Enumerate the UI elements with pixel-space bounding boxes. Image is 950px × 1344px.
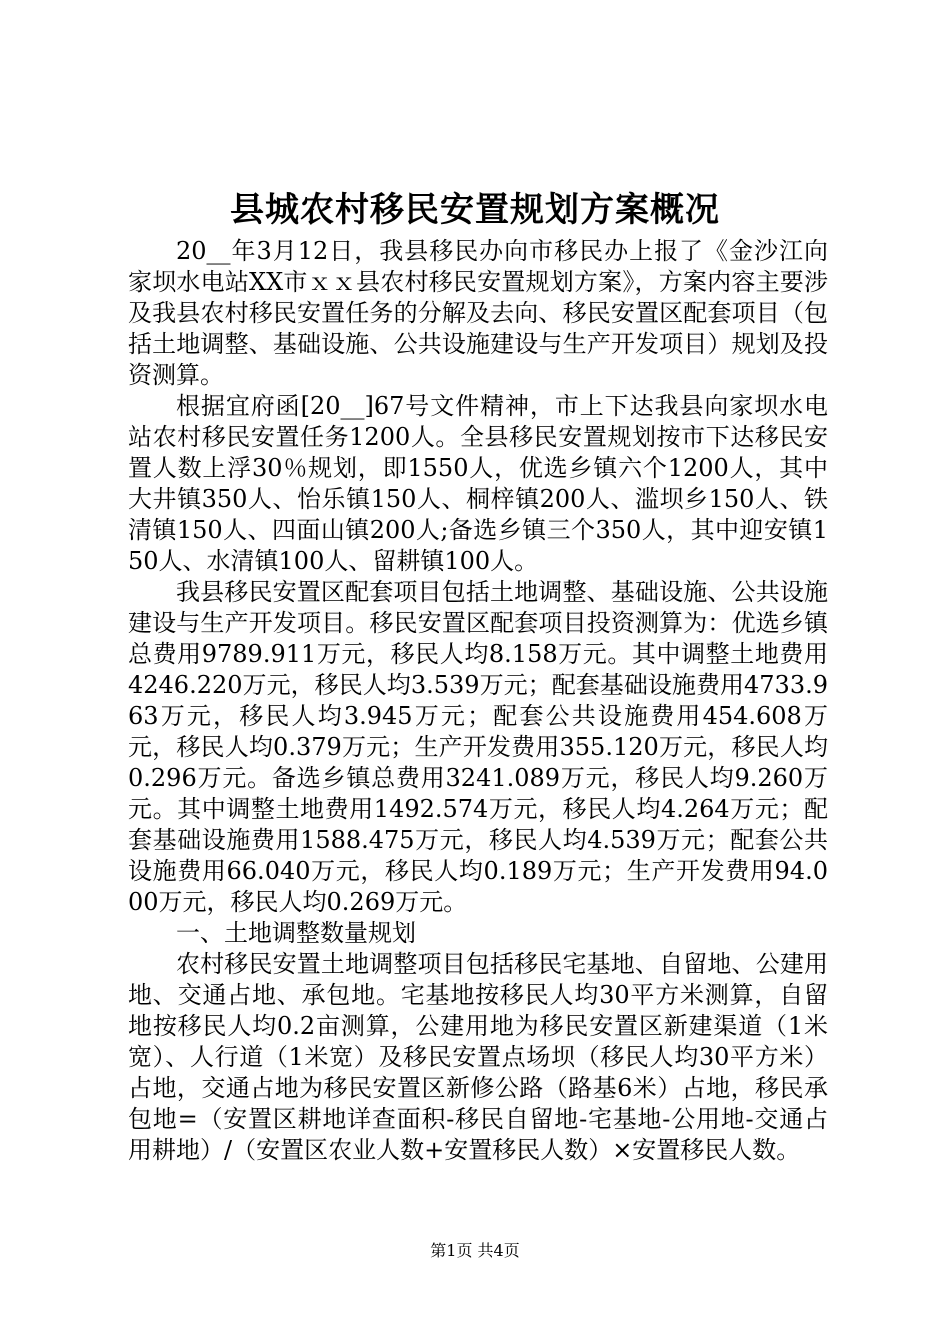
paragraph-task-allocation: 根据宜府函[20__]67号文件精神，市上下达我县向家坝水电站农村移民安置任务1200人。全县移民安置规划按市下达移民安置人数上浮30％规划，即1550人，优选乡镇六个1200人，其中大井镇350人、怡乐镇150人、桐梓镇200人、滥坝乡150人、铁清镇150人、四面山镇200人;备选乡镇三个350人，其中迎安镇150人、水清镇100人、留耕镇100人。 <box>128 392 828 575</box>
document-body <box>128 236 828 1166</box>
page-number-footer: 第1页 共4页 <box>430 1241 520 1260</box>
paragraph-investment: 我县移民安置区配套项目包括土地调整、基础设施、公共设施建设与生产开发项目。移民安置区配套项目投资测算为：优选乡镇总费用9789.911万元，移民人均8.158万元。其中调整土地费用4246.220万元，移民人均3.539万元；配套基础设施费用4733.963万元，移民人均3.945万元；配套公共设施费用454.608万元，移民人均0.379万元；生产开发费用355.120万元，移民人均0.296万元。备选乡镇总费用3241.089万元，移民人均9.260万元。其中调整土地费用1492.574万元，移民人均4.264万元；配套基础设施费用1588.475万元，移民人均4.539万元；配套公共设施费用66.040万元，移民人均0.189万元；生产开发费用94.000万元，移民人均0.269万元。 <box>128 578 828 916</box>
section-heading-land: 一、土地调整数量规划 <box>176 919 416 947</box>
paragraph-land-adjustment: 农村移民安置土地调整项目包括移民宅基地、自留地、公建用地、交通占地、承包地。宅基地按移民人均30平方米测算，自留地按移民人均0.2亩测算，公建用地为移民安置区新建渠道（1米宽）、人行道（1米宽）及移民安置点场坝（移民人均30平方米）占地，交通占地为移民安置区新修公路（路基6米）占地，移民承包地=（安置区耕地详查面积-移民自留地-宅基地-公用地-交通占用耕地）/（安置区农业人数+安置移民人数）×安置移民人数。 <box>128 950 828 1164</box>
document-title: 县城农村移民安置规划方案概况 <box>230 190 720 230</box>
paragraph-intro: 20__年3月12日，我县移民办向市移民办上报了《金沙江向家坝水电站XX市ｘｘ县农村移民安置规划方案》，方案内容主要涉及我县农村移民安置任务的分解及去向、移民安置区配套项目（包括土地调整、基础设施、公共设施建设与生产开发项目）规划及投资测算。 <box>128 237 828 389</box>
